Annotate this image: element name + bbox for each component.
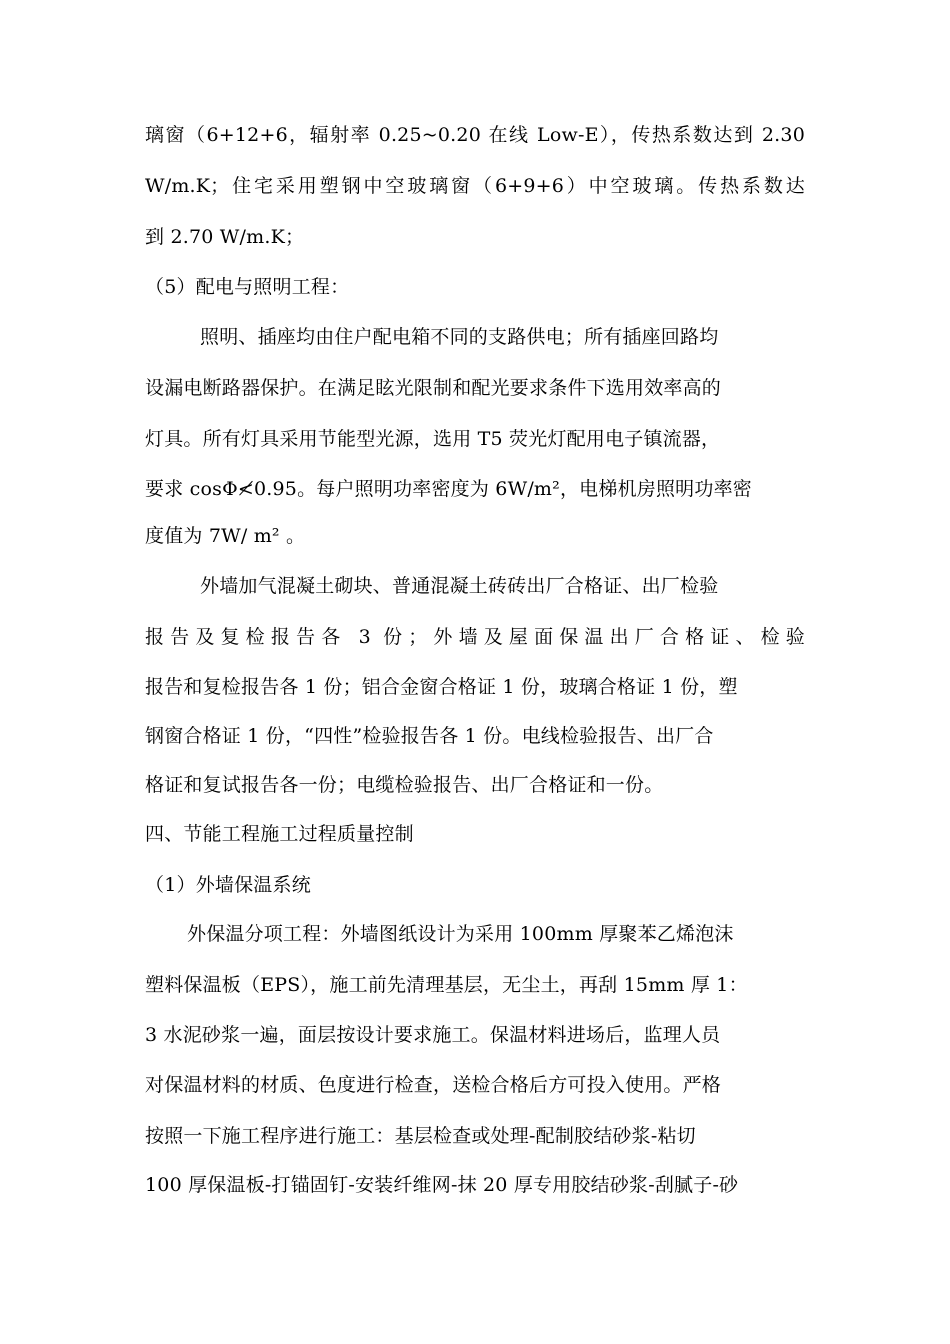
text-line: 3 水泥砂浆一遍，面层按设计要求施工。保温材料进场后，监理人员 [145, 1024, 721, 1046]
text-line: 到 2.70 W/m.K； [145, 226, 305, 248]
text-line: W/m.K；住宅采用塑钢中空玻璃窗（6+9+6）中空玻璃。传热系数达 [145, 175, 805, 197]
text-line: 灯具。所有灯具采用节能型光源，选用 T5 荧光灯配用电子镇流器， [145, 428, 721, 450]
text-line: 度值为 7W/ m² 。 [145, 525, 306, 547]
text-line: 外墙加气混凝土砌块、普通混凝土砖砖出厂合格证、出厂检验 [200, 575, 719, 597]
text-line: 塑料保温板（EPS），施工前先清理基层，无尘土，再刮 15mm 厚 1： [145, 974, 748, 996]
subsection-heading: （1）外墙保温系统 [145, 874, 311, 896]
text-line: 璃窗（6+12+6，辐射率 0.25~0.20 在线 Low-E），传热系数达到 2.30 [145, 124, 805, 146]
text-line: 格证和复试报告各一份；电缆检验报告、出厂合格证和一份。 [145, 774, 664, 796]
text-line: 外保温分项工程：外墙图纸设计为采用 100mm 厚聚苯乙烯泡沫 [187, 923, 734, 945]
text-line: 钢窗合格证 1 份，“四性”检验报告各 1 份。电线检验报告、出厂合 [145, 725, 714, 747]
text-line: 报告和复检报告各 1 份；铝合金窗合格证 1 份，玻璃合格证 1 份，塑 [145, 676, 738, 698]
text-line: 对保温材料的材质、色度进行检查，送检合格后方可投入使用。严格 [145, 1074, 722, 1096]
text-line: 设漏电断路器保护。在满足眩光限制和配光要求条件下选用效率高的 [145, 377, 722, 399]
text-line: 报告及复检报告各 3 份；外墙及屋面保温出厂合格证、检验 [145, 626, 805, 648]
text-line: 要求 cosΦ≮0.95。每户照明功率密度为 6W/m²，电梯机房照明功率密 [145, 478, 752, 500]
section-heading: （5）配电与照明工程： [145, 276, 350, 298]
section-heading: 四、节能工程施工过程质量控制 [145, 823, 414, 845]
text-line: 按照一下施工程序进行施工：基层检查或处理-配制胶结砂浆-粘切 [145, 1125, 696, 1147]
text-line: 100 厚保温板-打锚固钉-安装纤维网-抹 20 厚专用胶结砂浆-刮腻子-砂 [145, 1174, 739, 1196]
text-line: 照明、插座均由住户配电箱不同的支路供电；所有插座回路均 [200, 326, 719, 348]
